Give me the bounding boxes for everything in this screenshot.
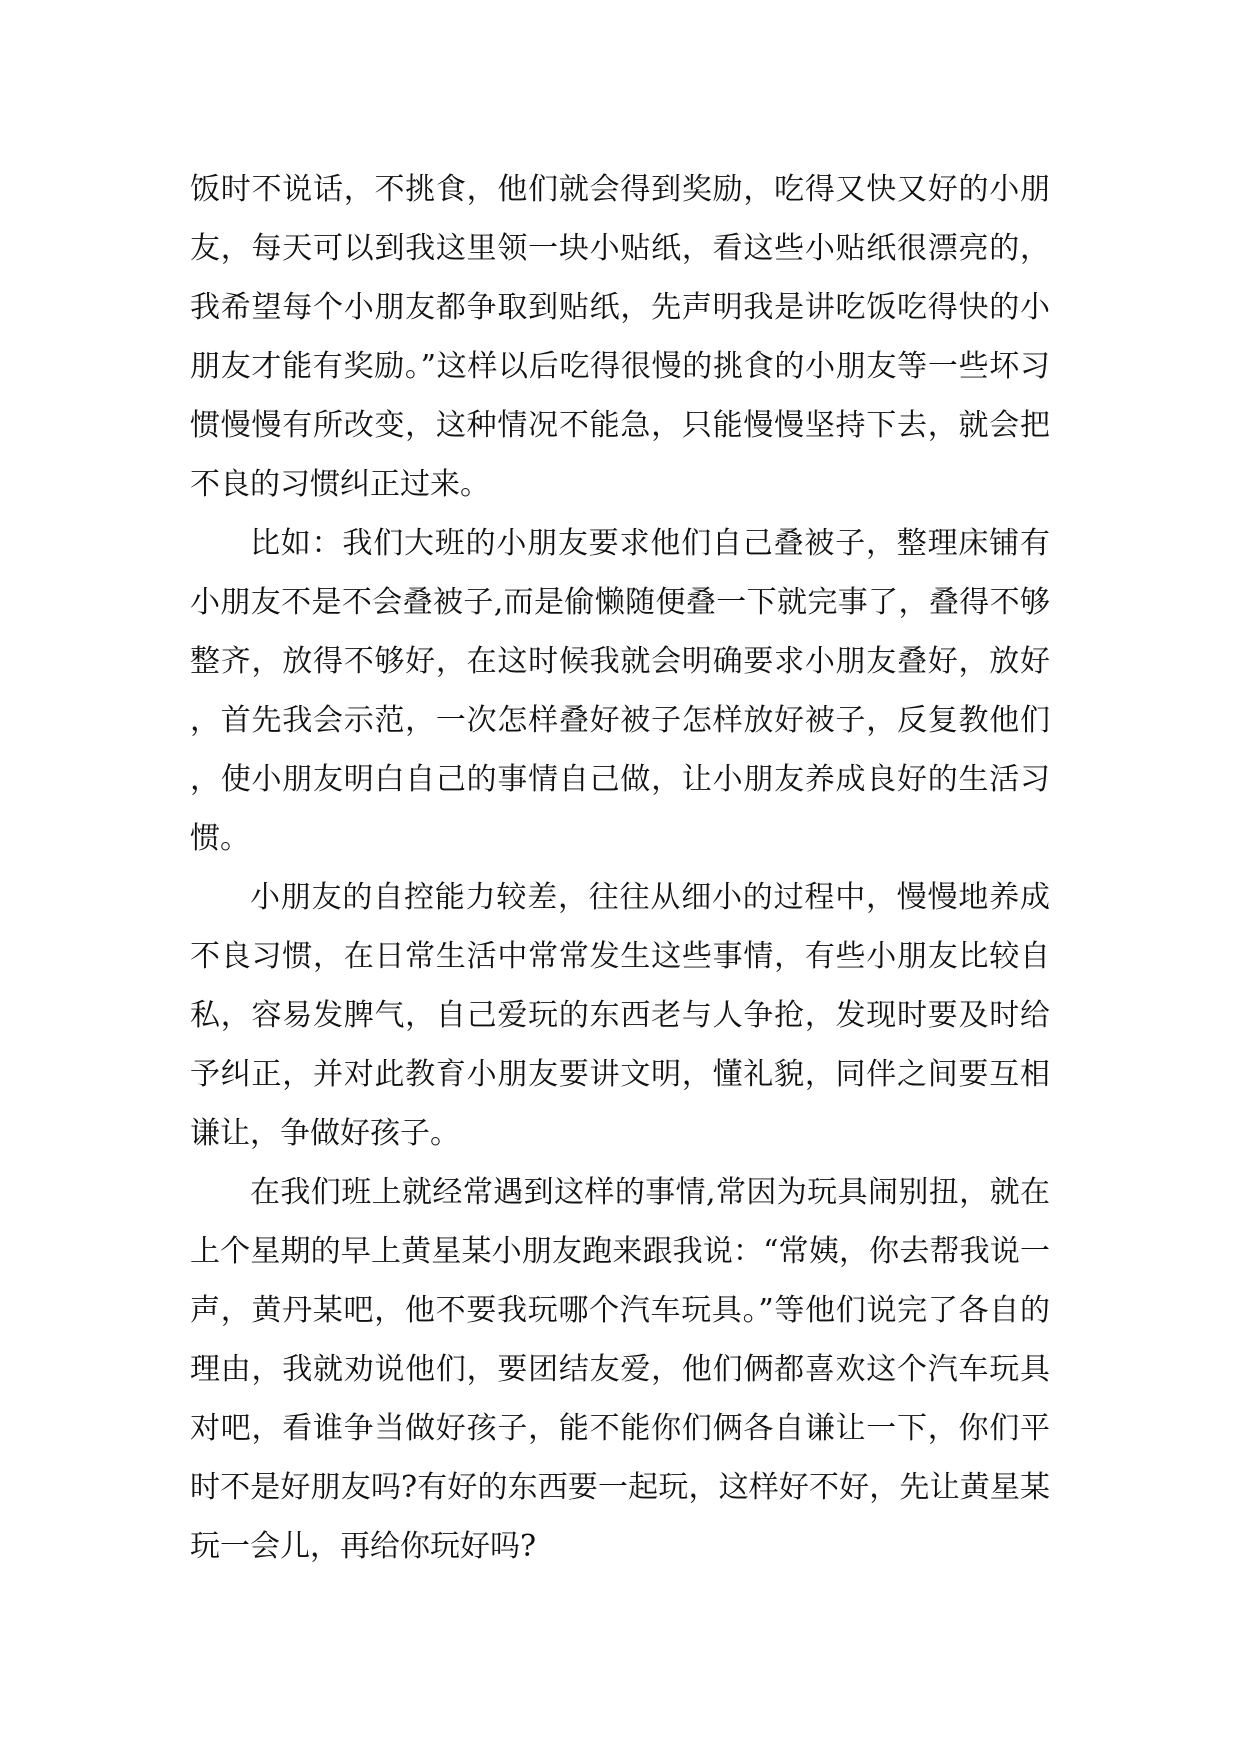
paragraph-1: 饭时不说话，不挑食，他们就会得到奖励，吃得又快又好的小朋友，每天可以到我这里领一块小贴纸，看这些小贴纸很漂亮的，我希望每个小朋友都争取到贴纸，先声明我是讲吃饭吃得快的小朋友才能有奖励。”这样以后吃得很慢的挑食的小朋友等一些坏习惯慢慢有所改变，这种情况不能急，只能慢慢坚持下去，就会把不良的习惯纠正过来。 [190, 172, 1050, 502]
document-body [190, 160, 1050, 1576]
paragraph-4: 在我们班上就经常遇到这样的事情,常因为玩具闹别扭，就在上个星期的早上黄星某小朋友跑来跟我说：“常姨，你去帮我说一声，黄丹某吧，他不要我玩哪个汽车玩具。”等他们说完了各自的理由，我就劝说他们，要团结友爱，他们俩都喜欢这个汽车玩具对吧，看谁争当做好孩子，能不能你们俩各自谦让一下，你们平时不是好朋友吗?有好的东西要一起玩，这样好不好，先让黄星某玩一会儿，再给你玩好吗? [190, 1175, 1050, 1564]
paragraph-2: 比如：我们大班的小朋友要求他们自己叠被子，整理床铺有小朋友不是不会叠被子,而是偷懒随便叠一下就完事了，叠得不够整齐，放得不够好，在这时候我就会明确要求小朋友叠好，放好，首先我会示范，一次怎样叠好被子怎样放好被子，反复教他们，使小朋友明白自己的事情自己做，让小朋友养成良好的生活习惯。 [190, 526, 1050, 856]
paragraph-3: 小朋友的自控能力较差，往往从细小的过程中，慢慢地养成不良习惯，在日常生活中常常发生这些事情，有些小朋友比较自私，容易发脾气，自己爱玩的东西老与人争抢，发现时要及时给予纠正，并对此教育小朋友要讲文明，懂礼貌，同伴之间要互相谦让，争做好孩子。 [190, 880, 1050, 1151]
